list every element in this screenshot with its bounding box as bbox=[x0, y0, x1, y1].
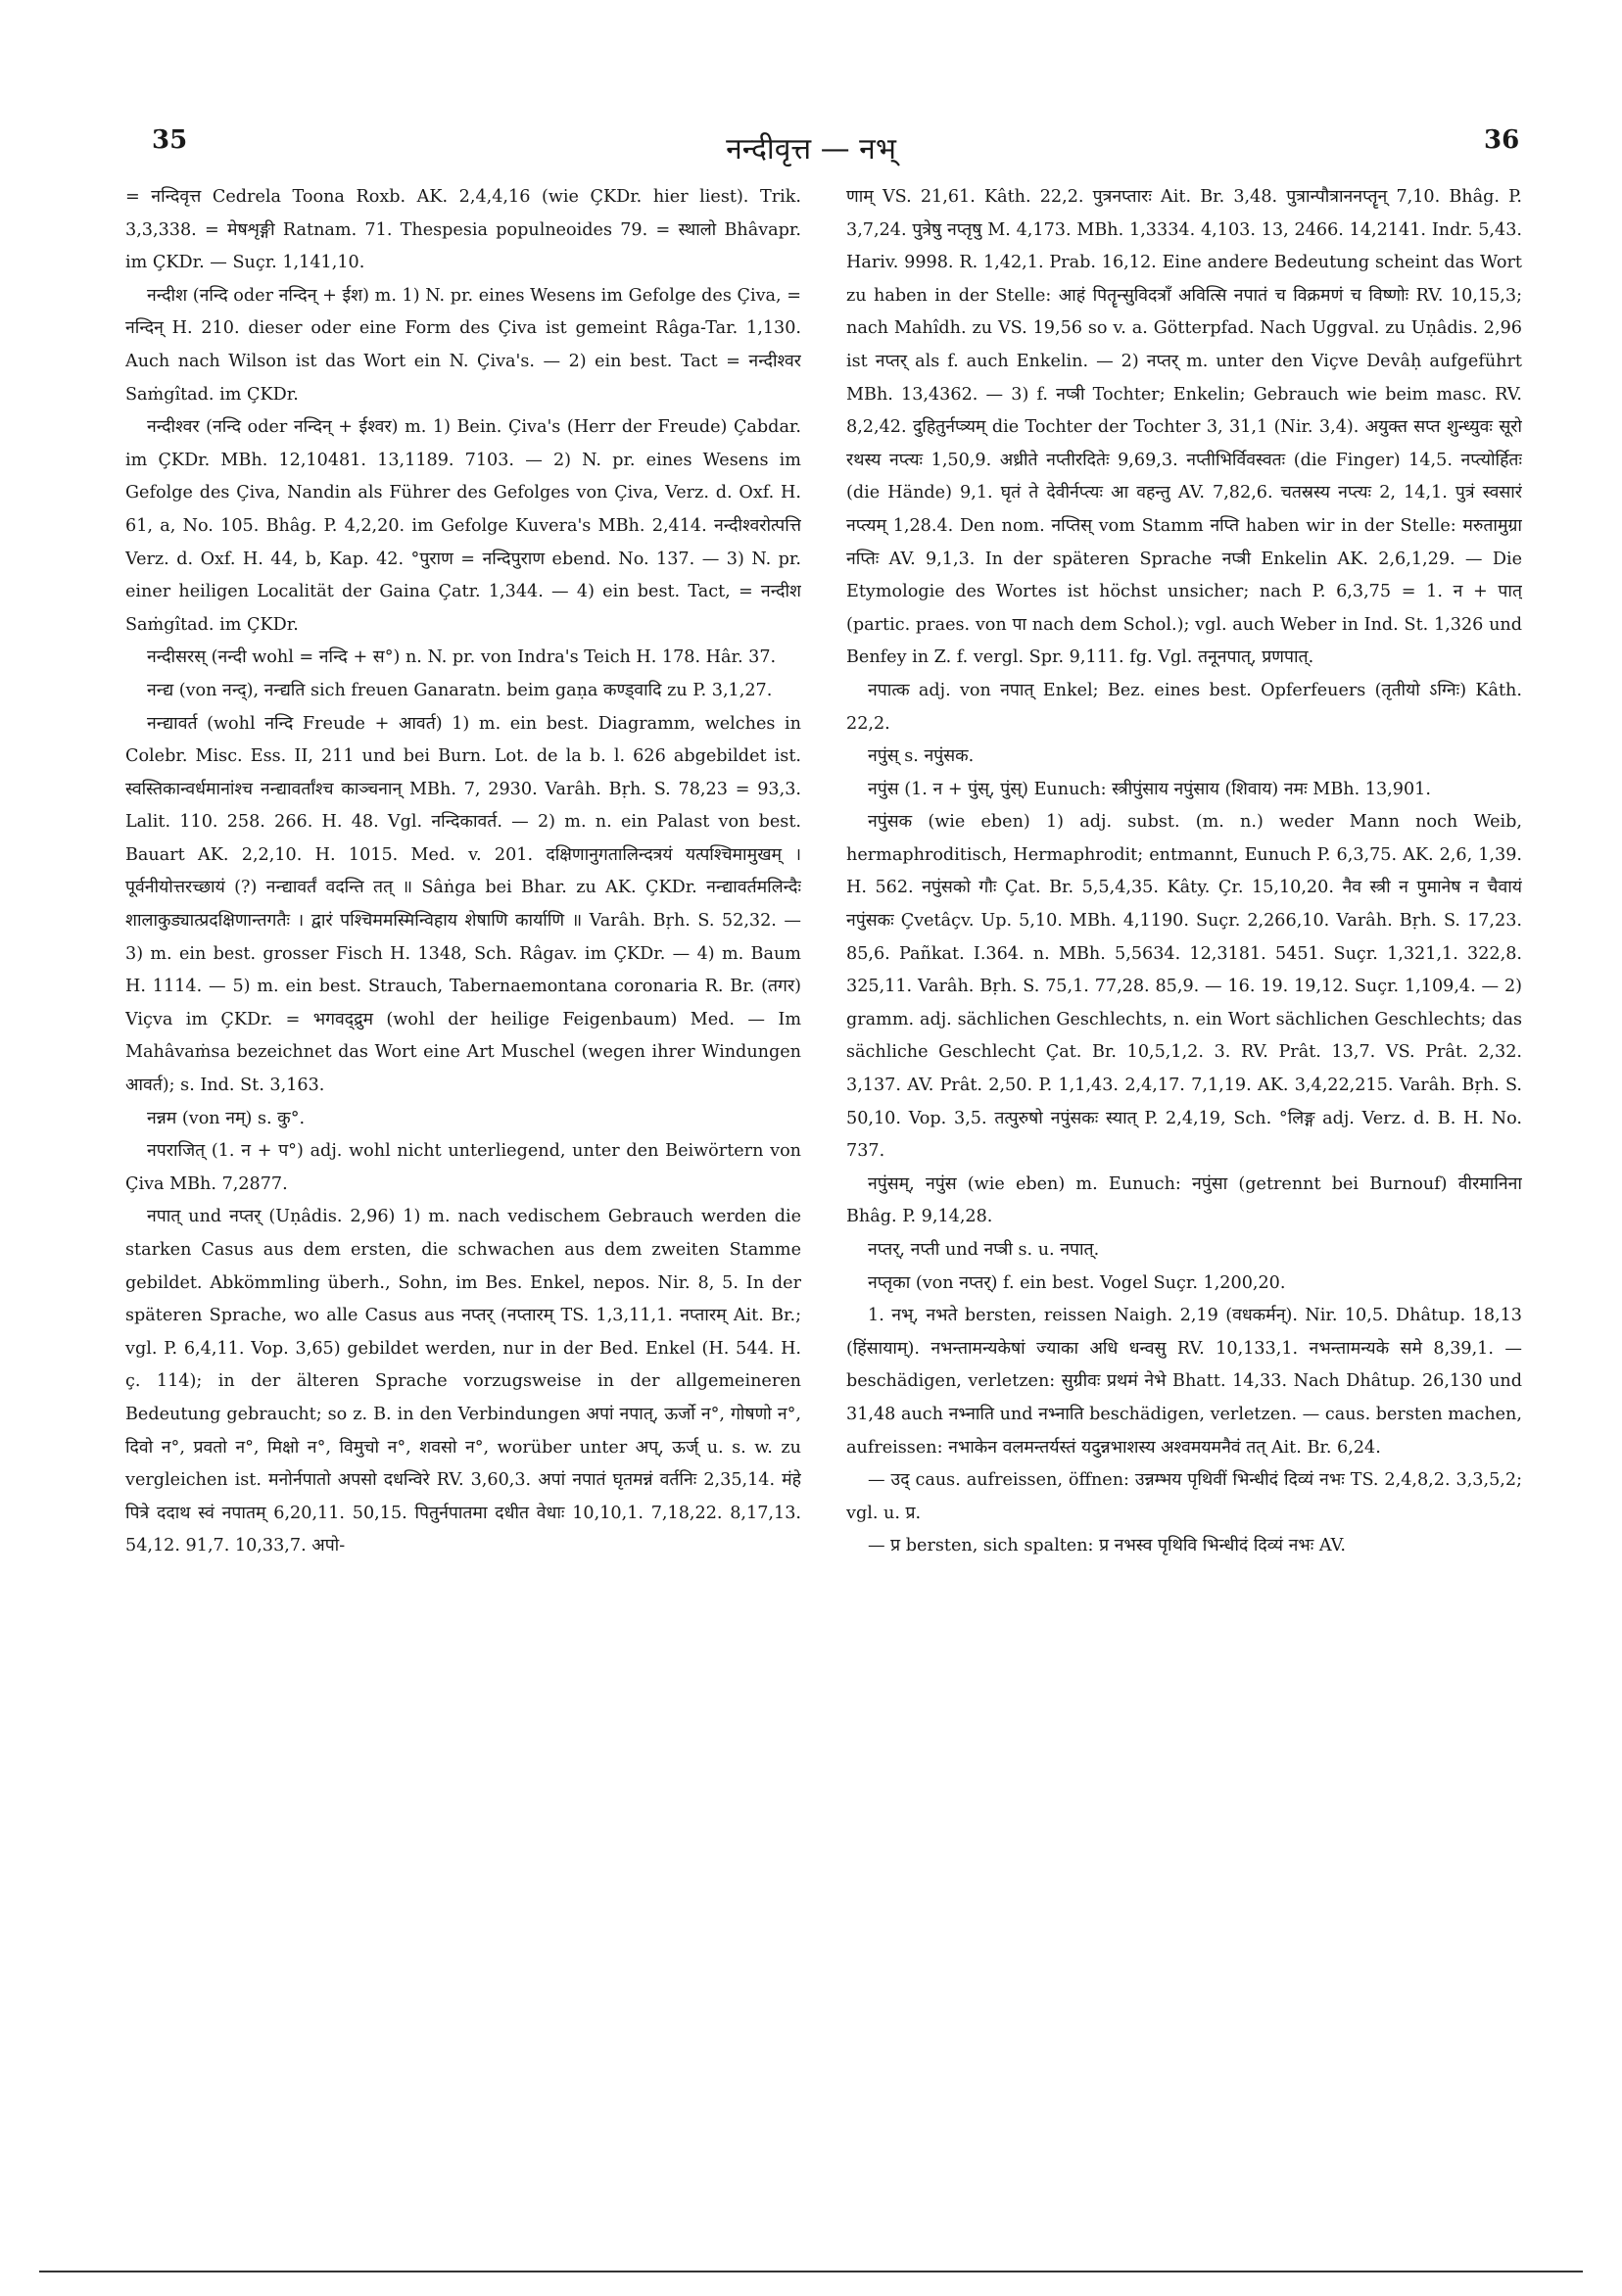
page-number-right: 36 bbox=[1484, 125, 1520, 155]
entry-paragraph: नपुंसक (wie eben) 1) adj. subst. (m. n.) weder Mann noch Weib, hermaphroditisch, Hermaphrodit; entmannt, Eunuch P. 6,3,75. AK. 2,6, 1,39. H. 562. नपुंसको गौः Çat. Br. 5,5,4,35. Kâty. Çr. 15,10,20. नैव स्त्री न पुमानेष न चैवायं नपुंसकः Çvetâçv. Up. 5,10. MBh. 4,1190. Suçr. 2,266,10. Varâh. Bṛh. S. 17,23. 85,6. Pañkat. I.364. n. MBh. 5,5634. 12,3181. 5451. Suçr. 1,321,1. 322,8. 325,11. Varâh. Bṛh. S. 75,1. 77,28. 85,9. — 16. 19. 19,12. Suçr. 1,109,4. — 2) gramm. adj. sächlichen Geschlechts, n. ein Wort sächlichen Geschlechts; das sächliche Geschlecht Çat. Br. 10,5,1,2. 3. RV. Prât. 13,7. VS. Prât. 2,32. 3,137. AV. Prât. 2,50. P. 1,1,43. 2,4,17. 7,1,19. AK. 3,4,22,215. Varâh. Bṛh. S. 50,10. Vop. 3,5. तत्पुरुषो नपुंसकः स्यात् P. 2,4,19, Sch. °लिङ्ग adj. Verz. d. B. H. No. 737. bbox=[846, 812, 1522, 1162]
entry-paragraph: नप्तृका (von नप्तर्) f. ein best. Vogel Suçr. 1,200,20. bbox=[868, 1272, 1286, 1293]
page-number-left: 35 bbox=[152, 125, 188, 155]
bottom-rule bbox=[39, 2271, 1583, 2272]
right-column bbox=[846, 181, 1522, 2248]
entry-paragraph: नपुंसम्, नपुंस (wie eben) m. Eunuch: नपुंसा (getrennt bei Burnouf) वीरमानिना Bhâg. P. 9,14,28. bbox=[846, 1173, 1522, 1227]
entry-paragraph: नन्द्य (von नन्द्), नन्द्यति sich freuen Ganaratn. beim gaṇa कण्ड्वादि zu P. 3,1,27. bbox=[147, 680, 773, 700]
entry-paragraph: नपात् und नप्तर् (Uṇâdis. 2,96) 1) m. nach vedischem Gebrauch werden die starken Casus aus dem ersten, die schwachen aus dem zweiten Stamme gebildet. Abkömmling überh., Sohn, im Bes. Enkel, nepos. Nir. 8, 5. In der späteren Sprache, wo alle Casus aus नप्तर् (नप्तारम् TS. 1,3,11,1. नप्तारम् Ait. Br.; vgl. P. 6,4,11. Vop. 3,65) gebildet werden, nur in der Bed. Enkel (H. 544. H. ç. 114); in der älteren Sprache vorzugsweise in der allgemeineren Bedeutung gebraucht; so z. B. in den Verbindungen अपां नपात्, ऊर्जो न°, गोषणो न°, दिवो न°, प्रवतो न°, मिक्षो न°, विमुचो न°, शवसो न°, worüber unter अप्, ऊर्ज् u. s. w. zu vergleichen ist. मनोर्नपातो अपसो दधन्विरे RV. 3,60,3. अपां नपातं घृतमन्नं वर्तनिः 2,35,14. मंहे पित्रे ददाथ स्वं नपातम् 6,20,11. 50,15. पितुर्नपातमा दधीत वेधाः 10,10,1. 7,18,22. 8,17,13. 54,12. 91,7. 10,33,7. अपो- bbox=[125, 1207, 801, 1556]
entry-paragraph: नपुंस (1. न + पुंस्, पुंस्) Eunuch: स्त्रीपुंसाय नपुंसाय (शिवाय) नमः MBh. 13,901. bbox=[868, 779, 1431, 799]
entry-paragraph: णाम् VS. 21,61. Kâth. 22,2. पुत्रनप्तारः Ait. Br. 3,48. पुत्रान्पौत्राननप्तॄन् 7,10. Bhâg. P. 3,7,24. पुत्रेषु नप्तृषु M. 4,173. MBh. 1,3334. 4,103. 13, 2466. 14,2141. Indr. 5,43. Hariv. 9998. R. 1,42,1. Prab. 16,12. Eine andere Bedeutung scheint das Wort zu haben in der Stelle: आहं पितॄन्सुविदत्राँ अवित्सि नपातं च विक्रमणं च विष्णोः RV. 10,15,3; nach Mahîdh. zu VS. 19,56 so v. a. Götterpfad. Nach Uggval. zu Uṇâdis. 2,96 ist नप्तर् als f. auch Enkelin. — 2) नप्तर् m. unter den Viçve Devâḥ aufgeführt MBh. 13,4362. — 3) f. नप्त्री Tochter; Enkelin; Gebrauch wie beim masc. RV. 8,2,42. दुहितुर्नप्त्र्यम् die Tochter der Tochter 3, 31,1 (Nir. 3,4). अयुक्त सप्त शुन्ध्युवः सूरो रथस्य नप्त्यः 1,50,9. अध्रीते नप्तीरदितेः 9,69,3. नप्तीभिर्विवस्वतः (die Finger) 14,5. नप्त्योर्हितः (die Hände) 9,1. घृतं ते देवीर्नप्त्यः आ वहन्तु AV. 7,82,6. चतस्रस्य नप्त्यः 2, 14,1. पुत्रं स्वसारं नप्त्यम् 1,28.4. Den nom. नप्तिस् vom Stamm नप्ति haben wir in der Stelle: मरुतामुग्रा नप्तिः AV. 9,1,3. In der späteren Sprache नप्त्री Enkelin AK. 2,6,1,29. — Die Etymologie des Wortes ist höchst unsicher; nach P. 6,3,75 = 1. न + पात् (partic. praes. von पा nach dem Schol.); vgl. auch Weber in Ind. St. 1,326 und Benfey in Z. f. vergl. Spr. 9,111. fg. Vgl. तनूनपात्, प्रणपात्. bbox=[846, 187, 1522, 668]
entry-paragraph: नन्द्यावर्त (wohl नन्दि Freude + आवर्त) 1) m. ein best. Diagramm, welches in Colebr. Misc. Ess. II, 211 und bei Burn. Lot. de la b. l. 626 abgebildet ist. स्वस्तिकान्वर्धमानांश्च नन्द्यावर्तांश्च काञ्चनान् MBh. 7, 2930. Varâh. Bṛh. S. 78,23 = 93,3. Lalit. 110. 258. 266. H. 48. Vgl. नन्दिकावर्त. — 2) m. n. ein Palast von best. Bauart AK. 2,2,10. H. 1015. Med. v. 201. दक्षिणानुगतालिन्दत्रयं यत्पश्चिमामुखम् । पूर्वनीयोत्तरच्छायं (?) नन्द्यावर्तं वदन्ति तत् ॥ Sâṅga bei Bhar. zu AK. ÇKDr. नन्द्यावर्तमलिन्दैः शालाकुड्यात्प्रदक्षिणान्तगतैः । द्वारं पश्चिममस्मिन्विहाय शेषाणि कार्याणि ॥ Varâh. Bṛh. S. 52,32. — 3) m. ein best. grosser Fisch H. 1348, Sch. Râgav. im ÇKDr. — 4) m. Baum H. 1114. — 5) m. ein best. Strauch, Tabernaemontana coronaria R. Br. (तगर) Viçva im ÇKDr. = भगवद्द्रुम (wohl der heilige Feigenbaum) Med. — Im Mahâvaṁsa bezeichnet das Wort eine Art Muschel (wegen ihrer Windungen आवर्त); s. Ind. St. 3,163. bbox=[125, 713, 801, 1096]
left-column bbox=[125, 181, 801, 2248]
entry-paragraph: — प्र bersten, sich spalten: प्र नभस्व पृथिवि भिन्धीदं दिव्यं नभः AV. bbox=[868, 1536, 1346, 1556]
entry-paragraph: नन्नम (von नम्) s. कु°. bbox=[147, 1108, 306, 1128]
entry-paragraph: नपात्क adj. von नपात् Enkel; Bez. eines best. Opferfeuers (तृतीयो ऽग्निः) Kâth. 22,2. bbox=[846, 680, 1522, 734]
entry-paragraph: = नन्दिवृत्त Cedrela Toona Roxb. AK. 2,4,4,16 (wie ÇKDr. hier liest). Trik. 3,3,338. = मेषशृङ्गी Ratnam. 71. Thespesia populneoides 79. = स्थालो Bhâvapr. im ÇKDr. — Suçr. 1,141,10. bbox=[125, 187, 801, 273]
entry-paragraph: नन्दीश (नन्दि oder नन्दिन् + ईश) m. 1) N. pr. eines Wesens im Gefolge des Çiva, = नन्दिन् H. 210. dieser oder eine Form des Çiva ist gemeint Râga-Tar. 1,130. Auch nach Wilson ist das Wort ein N. Çiva's. — 2) ein best. Tact = नन्दीश्वर Saṁgîtad. im ÇKDr. bbox=[125, 285, 801, 405]
entry-paragraph: — उद् caus. aufreissen, öffnen: उन्नम्भय पृथिवीं भिन्धीदं दिव्यं नभः TS. 2,4,8,2. 3,3,5,2; vgl. u. प्र. bbox=[846, 1470, 1522, 1523]
entry-paragraph: नप्तर्, नप्ती und नप्त्री s. u. नपात्. bbox=[868, 1240, 1100, 1260]
entry-paragraph: 1. नभ्, नभते bersten, reissen Naigh. 2,19 (वधकर्मन्). Nir. 10,5. Dhâtup. 18,13 (हिंसायाम्). नभन्तामन्यकेषां ज्याका अधि धन्वसु RV. 10,133,1. नभन्तामन्यके समे 8,39,1. — beschädigen, verletzen: सुग्रीवः प्रथमं नेभे Bhatt. 14,33. Nach Dhâtup. 26,130 und 31,48 auch नभ्नाति und नभ्नाति beschädigen, verletzen. — caus. bersten machen, aufreissen: नभाकेन वलमन्तर्यस्तं यदुन्नभाशस्य अश्वमयमनैवं तत् Ait. Br. 6,24. bbox=[846, 1306, 1522, 1458]
entry-paragraph: नन्दीश्वर (नन्दि oder नन्दिन् + ईश्वर) m. 1) Bein. Çiva's (Herr der Freude) Çabdar. im ÇKDr. MBh. 12,10481. 13,1189. 7103. — 2) N. pr. eines Wesens im Gefolge des Çiva, Nandin als Führer des Gefolges von Çiva, Verz. d. Oxf. H. 61, a, No. 105. Bhâg. P. 4,2,20. im Gefolge Kuvera's MBh. 2,414. नन्दीश्वरोत्पत्ति Verz. d. Oxf. H. 44, b, Kap. 42. °पुराण = नन्दिपुराण ebend. No. 137. — 3) N. pr. einer heiligen Localität der Gaina Çatr. 1,344. — 4) ein best. Tact, = नन्दीश Saṁgîtad. im ÇKDr. bbox=[125, 417, 801, 635]
entry-paragraph: नपराजित् (1. न + प°) adj. wohl nicht unterliegend, unter den Beiwörtern von Çiva MBh. 7,2877. bbox=[125, 1141, 801, 1194]
running-title: नन्दीवृत्त — नभ् bbox=[726, 132, 896, 167]
entry-paragraph: नन्दीसरस् (नन्दी wohl = नन्दि + स°) n. N. pr. von Indra's Teich H. 178. Hâr. 37. bbox=[147, 647, 777, 668]
entry-paragraph: नपुंस् s. नपुंसक. bbox=[868, 746, 975, 767]
